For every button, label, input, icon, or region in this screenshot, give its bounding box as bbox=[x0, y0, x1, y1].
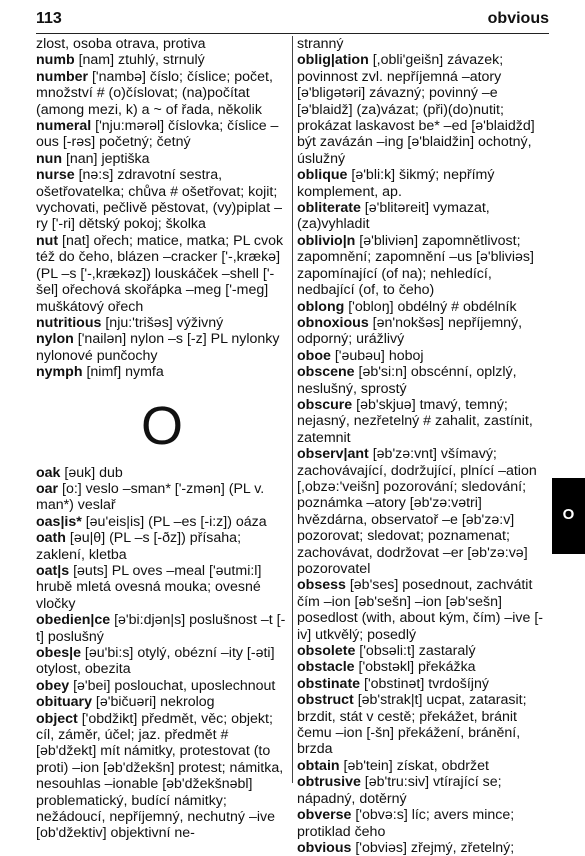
entry-definition: [nju:'trišəs] výživný bbox=[101, 314, 224, 331]
headword: oat|s bbox=[36, 562, 70, 579]
dictionary-entry bbox=[36, 118, 288, 151]
headword: obey bbox=[36, 677, 70, 694]
entry-definition: ['obdžikt] předmět, věc; objekt; cíl, záměr, účel; jaz. předmět # [əb'džekt] mít námitky, protestovat (to proti) –ion [əb'džekšn] protest; námitka, nesouhlas –ionable [əb'džekšnəbl] problematický, budící námitky; nežádoucí, nepříjemný, nechutný –ive [ob'džektiv] objektivní ne- bbox=[36, 710, 284, 842]
dictionary-entry bbox=[297, 807, 547, 840]
entry-definition: ['nju:mərəl] číslovka; číslice –ous [-rəs] početný; četný bbox=[36, 118, 279, 151]
entry-definition: ['nailən] nylon –s [-z] PL nylonky nylonové punčochy bbox=[36, 331, 280, 364]
dictionary-entry bbox=[36, 315, 288, 331]
headword: oath bbox=[36, 530, 66, 547]
dictionary-entry bbox=[36, 36, 288, 52]
headword: obstruct bbox=[297, 692, 354, 709]
headword: obnoxious bbox=[297, 314, 369, 331]
dictionary-entry bbox=[36, 167, 288, 233]
entry-definition: [əb'skjuə] tmavý, temný; nejasný, nezřetelný # zahalit, zastínit, zatemnit bbox=[297, 396, 533, 446]
dictionary-entry bbox=[36, 514, 288, 530]
entry-definition: [ə'bliviən] zapomnětlivost; zapomnění; zapomnění –us [ə'bliviəs] zapomínající (of na); nehledící, nedbající (of, to čeho) bbox=[297, 232, 534, 299]
dictionary-entry bbox=[36, 151, 288, 167]
headword: numeral bbox=[36, 118, 92, 135]
entry-definition: ['nambə] číslo; číslice; počet, množství # (o)číslovat; (na)počítat (among mezi, k) a ~ of řada, několik bbox=[36, 68, 273, 118]
headword: nymph bbox=[36, 364, 83, 381]
dictionary-entry bbox=[36, 52, 288, 68]
guide-word: obvious bbox=[487, 10, 549, 27]
dictionary-entry bbox=[297, 692, 547, 758]
dictionary-entry bbox=[297, 348, 547, 364]
headword: oboe bbox=[297, 347, 331, 364]
dictionary-entry bbox=[297, 840, 547, 856]
headword: obverse bbox=[297, 807, 352, 824]
entry-definition: ['əubəu] hoboj bbox=[330, 347, 424, 364]
entry-definition: ['obviəs] zřejmý, zřetelný; bbox=[351, 839, 515, 856]
entry-definition: [ə'bi:djən|s] poslušnost –t [-t] poslušný bbox=[36, 612, 286, 645]
dictionary-entry bbox=[297, 758, 547, 774]
dictionary-entry bbox=[36, 711, 288, 842]
dictionary-entry bbox=[297, 774, 547, 807]
dictionary-entry bbox=[36, 678, 288, 694]
dictionary-entry bbox=[297, 397, 547, 446]
headword: obes|e bbox=[36, 645, 81, 661]
headword: obituary bbox=[36, 694, 92, 711]
dictionary-entry bbox=[36, 364, 288, 380]
headword: obtain bbox=[297, 757, 340, 774]
headword: obstacle bbox=[297, 659, 355, 676]
right-column bbox=[297, 36, 547, 856]
dictionary-entry bbox=[297, 676, 547, 692]
headword: oblig|ation bbox=[297, 52, 369, 69]
entry-definition: ['obstinət] tvrdošíjný bbox=[360, 675, 489, 692]
entry-definition: [əb'si:n] obscénní, oplzlý, neslušný, sprostý bbox=[297, 364, 517, 397]
entry-definition: ['obloŋ] obdélný # obdélník bbox=[344, 298, 517, 315]
entry-definition: [əb'strak|t] ucpat, zatarasit; brzdit, stát v cestě; překážet, bránit čemu –ion [-šn] překážení, bránění, brzda bbox=[297, 692, 527, 758]
entry-definition: [,obli'geišn] závazek; povinnost zvl. nepříjemná –atory [ə'bligətəri] závazný; povinný –e [ə'blaidž] (za)vázat; (při)(do)nutit; prokázat laskavost be* –ed [ə'blaidžd] být zavázán –ing [ə'blaidžin] ochotný, úslužný bbox=[297, 52, 535, 167]
entry-definition: [əb'ses] posednout, zachvátit čím –ion [əb'sešn] –ion [əb'sešn] posedlost (with, about kým, čím) –ive [-iv] utkvělý; posedlý bbox=[297, 577, 544, 643]
dictionary-entry bbox=[36, 694, 288, 710]
headword: oas|is* bbox=[36, 513, 82, 530]
dictionary-entry bbox=[297, 364, 547, 397]
entry-definition: [ən'nokšəs] nepříjemný, odporný; urážlivý bbox=[297, 314, 523, 348]
dictionary-entry bbox=[297, 659, 547, 675]
headword: numb bbox=[36, 52, 75, 69]
headword: obvious bbox=[297, 839, 352, 856]
headword: obedien|ce bbox=[36, 612, 111, 629]
dictionary-entry bbox=[297, 643, 547, 659]
entry-definition: [nan] jeptiška bbox=[62, 150, 150, 167]
headword: nylon bbox=[36, 331, 74, 348]
headword: oar bbox=[36, 480, 59, 497]
page-number: 113 bbox=[36, 10, 62, 27]
dictionary-entry bbox=[36, 69, 288, 118]
entry-definition: [nam] ztuhlý, strnulý bbox=[74, 52, 205, 69]
headword: obsess bbox=[297, 577, 346, 594]
entry-definition: zlost, osoba otrava, protiva bbox=[36, 36, 206, 52]
entry-definition: [əb'tein] získat, obdržet bbox=[339, 757, 489, 774]
headword: oblivio|n bbox=[297, 232, 356, 249]
entry-definition: [əu'eis|is] (PL –es [-i:z]) oáza bbox=[81, 513, 267, 530]
headword: obtrusive bbox=[297, 774, 361, 791]
thumb-index-letter: O bbox=[562, 506, 575, 523]
dictionary-entry bbox=[36, 530, 288, 563]
left-column bbox=[36, 36, 288, 842]
dictionary-entry bbox=[297, 299, 547, 315]
dictionary-entry bbox=[36, 612, 288, 645]
entry-definition: [nə:s] zdravotní sestra, ošetřovatelka; chůva # ošetřovat; kojit; vychovati, pečlivě pěstovat, (vy)piplat –ry ['-ri] dětský pokoj; školka bbox=[36, 167, 283, 233]
headword: obliterate bbox=[297, 200, 361, 217]
dictionary-entry bbox=[36, 465, 288, 481]
headword: oblong bbox=[297, 298, 345, 315]
header-rule bbox=[36, 33, 549, 34]
entry-definition: [əuk] dub bbox=[60, 464, 123, 481]
entry-definition: ['obstəkl] překážka bbox=[354, 659, 476, 676]
entry-definition: [nimf] nymfa bbox=[82, 364, 164, 381]
dictionary-entry bbox=[297, 577, 547, 643]
entry-definition: [nat] ořech; matice, matka; PL cvok též do čeho, blázen –cracker ['-,krækə] (PL –s ['-,krækəz]) louskáček –shell ['-šel] ořechová skořápka –meg ['-meg] muškátový ořech bbox=[36, 232, 284, 315]
headword: object bbox=[36, 710, 78, 727]
dictionary-entry bbox=[297, 167, 547, 200]
headword: observ|ant bbox=[297, 446, 369, 463]
headword: obscure bbox=[297, 396, 353, 413]
dictionary-entry bbox=[36, 233, 288, 315]
headword: obscene bbox=[297, 364, 355, 381]
headword: obsolete bbox=[297, 643, 356, 660]
entry-definition: [o:] veslo –sman* ['-zmən] (PL v. man*) veslař bbox=[36, 480, 265, 514]
headword: nun bbox=[36, 150, 62, 167]
entry-definition: [ə'bli:k] šikmý; nepřímý komplement, ap. bbox=[297, 167, 495, 200]
page-header bbox=[36, 10, 549, 32]
dictionary-entry bbox=[297, 200, 547, 233]
entry-definition: [əu|θ] (PL –s [-ðz]) přísaha; zaklení, kletba bbox=[36, 530, 242, 563]
thumb-index-tab bbox=[552, 478, 585, 554]
headword: obstinate bbox=[297, 675, 361, 692]
headword: nut bbox=[36, 232, 59, 249]
headword: number bbox=[36, 68, 89, 85]
headword: nurse bbox=[36, 167, 75, 184]
entry-definition: [əu'bi:s] otylý, obézní –ity [-əti] otylost, obezita bbox=[36, 645, 275, 678]
entry-list-n bbox=[36, 36, 288, 381]
entry-list-right bbox=[297, 36, 547, 856]
column-separator bbox=[292, 36, 293, 783]
entry-definition: ['obvə:s] líc; avers mince; protiklad čeho bbox=[297, 807, 515, 840]
headword: oak bbox=[36, 464, 61, 481]
dictionary-entry bbox=[297, 315, 547, 348]
headword: nutritious bbox=[36, 314, 102, 331]
entry-definition: [ə'blitəreit] vymazat, (za)vyhladit bbox=[297, 200, 490, 233]
entry-definition: ['obsəli:t] zastaralý bbox=[355, 643, 476, 660]
entry-definition: stranný bbox=[297, 36, 344, 52]
entry-definition: [əb'zə:vnt] všímavý; zachovávající, dodržující, plnící –ation [,obzə:'veišn] pozorování; sledování; poznámka –atory [əb'zə:vətri] hvězdárna, observatoř –e [əb'zə:v] pozorovat; sledovat; poznamenat; zachovávat, dodržovat –er [əb'zə:və] pozorovatel bbox=[297, 446, 537, 577]
dictionary-entry bbox=[297, 446, 547, 577]
section-letter: O bbox=[140, 395, 183, 456]
headword: oblique bbox=[297, 167, 348, 184]
entry-definition: [ə'bei] poslouchat, uposlechnout bbox=[69, 677, 276, 694]
dictionary-entry bbox=[36, 645, 288, 678]
dictionary-entry bbox=[297, 36, 547, 52]
entry-list-o bbox=[36, 465, 288, 842]
entry-definition: [ə'bičuəri] nekrolog bbox=[91, 694, 215, 711]
dictionary-entry bbox=[36, 331, 288, 364]
dictionary-entry bbox=[297, 233, 547, 299]
entry-definition: [əuts] PL oves –meal ['əutmi:l] hrubě mletá ovesná mouka; ovesné vločky bbox=[36, 562, 262, 612]
dictionary-entry bbox=[297, 52, 547, 167]
entry-definition: [əb'tru:siv] vtírající se; nápadný, dotěrný bbox=[297, 774, 502, 807]
dictionary-entry bbox=[36, 563, 288, 612]
dictionary-entry bbox=[36, 481, 288, 514]
